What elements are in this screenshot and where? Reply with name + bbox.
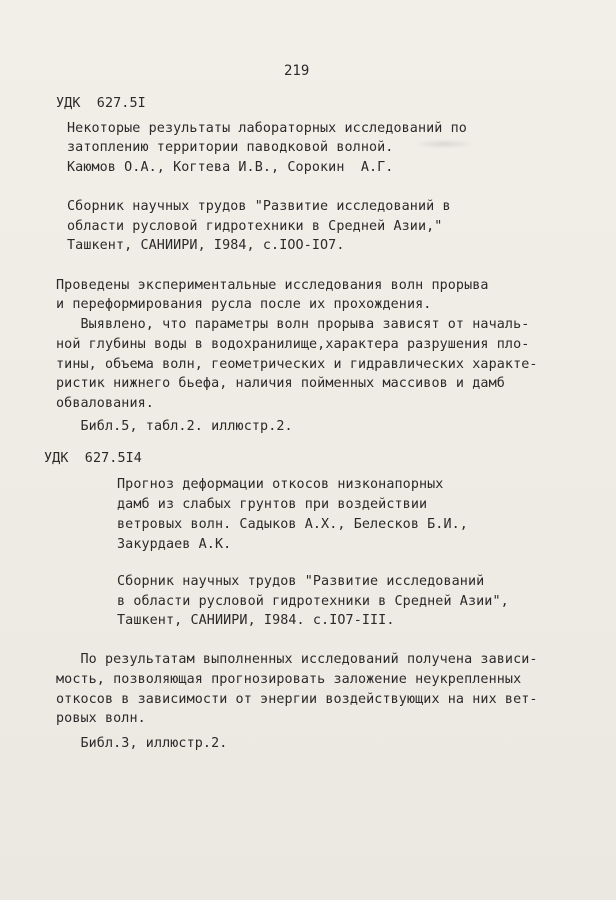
entry1-abstract-line-3: Выявлено, что параметры волн прорыва зависят от началь-: [56, 317, 530, 332]
entry1-abstract-line-7: обвалования.: [56, 396, 154, 411]
entry1-source-line-1: Сборник научных трудов "Развитие исследований в: [67, 199, 451, 214]
entry2-source-line-1: Сборник научных трудов "Развитие исследований: [117, 574, 485, 589]
entry2-title-line-3: ветровых волн. Садыков А.Х., Белесков Б.И.,: [117, 517, 468, 532]
entry1-authors: Каюмов О.А., Когтева И.В., Сорокин А.Г.: [67, 160, 394, 175]
entry2-source-line-2: в области русловой гидротехники в Средней Азии",: [117, 594, 509, 609]
entry1-source-line-2: области русловой гидротехники в Средней Азии,": [67, 219, 443, 234]
entry2-abstract-line-3: откосов в зависимости от энергии воздействующих на них вет-: [56, 692, 538, 707]
entry2-abstract-line-2: мость, позволяющая прогнозировать заложение неукрепленных: [56, 672, 522, 687]
entry1-abstract-line-4: ной глубины воды в водохранилище,характера разрушения пло-: [56, 337, 530, 352]
entry2-title-line-4: Закурдаев А.К.: [117, 537, 232, 552]
entry1-title-line-2: затоплению территории паводковой волной.: [67, 140, 394, 155]
entry1-udk: УДК 627.5I: [56, 96, 146, 111]
entry1-abstract-line-2: и переформирования русла после их прохождения.: [56, 297, 432, 312]
entry1-title-line-1: Некоторые результаты лабораторных исследований по: [67, 121, 467, 136]
entry2-source-line-3: Ташкент, САНИИРИ, I984. с.IO7-III.: [117, 613, 395, 628]
entry1-biblio: Библ.5, табл.2. иллюстр.2.: [56, 419, 293, 434]
entry2-abstract-line-4: ровых волн.: [56, 711, 146, 726]
entry2-udk: УДК 627.5I4: [44, 451, 142, 466]
entry1-abstract-line-5: тины, объема волн, геометрических и гидравлических характе-: [56, 357, 538, 372]
entry1-abstract-line-6: ристик нижнего бьефа, наличия пойменных массивов и дамб: [56, 376, 505, 391]
page-number: 219: [284, 63, 310, 79]
entry2-biblio: Библ.3, иллюстр.2.: [56, 736, 228, 751]
entry1-source-line-3: Ташкент, САНИИРИ, I984, с.IOO-IO7.: [67, 238, 345, 253]
entry2-title-line-2: дамб из слабых грунтов при воздействии: [117, 497, 428, 512]
entry2-title-line-1: Прогноз деформации откосов низконапорных: [117, 477, 444, 492]
entry1-abstract-line-1: Проведены экспериментальные исследования волн прорыва: [56, 278, 489, 293]
ink-smudge: [414, 139, 474, 149]
entry2-abstract-line-1: По результатам выполненных исследований получена зависи-: [56, 652, 538, 667]
